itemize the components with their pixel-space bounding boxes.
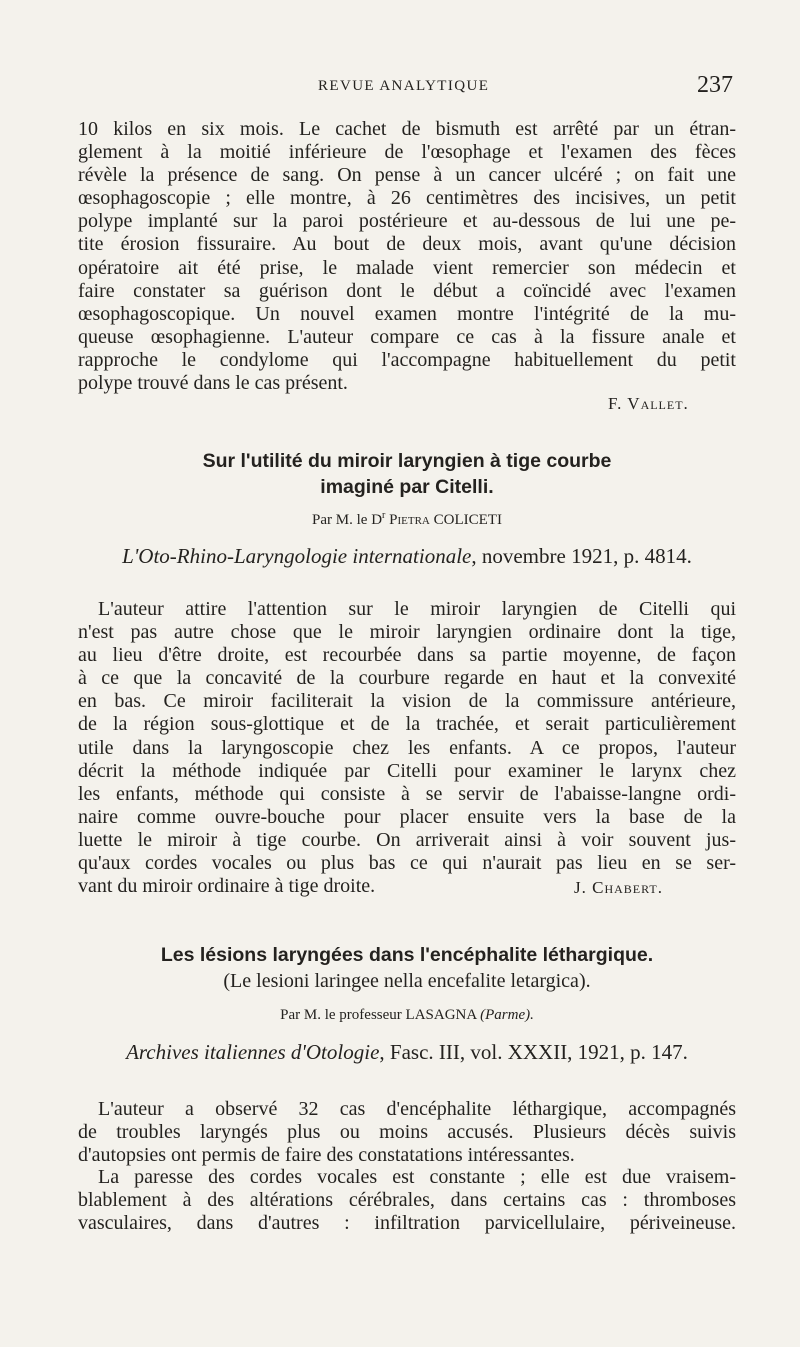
article3-journal	[78, 1040, 736, 1065]
text-line: tite érosion fissuraire. Au bout de deux mois, avant qu'une décision	[78, 233, 736, 256]
author-sup: r	[382, 510, 386, 521]
text-line: L'auteur a observé 32 cas d'encéphalite léthargique, accompagnés	[98, 1098, 736, 1120]
text-line: glement à la moitié inférieure de l'œsophage et l'examen des fèces	[78, 141, 736, 164]
text-line: vant du miroir ordinaire à tige droite.	[78, 875, 376, 898]
article2-title	[78, 448, 736, 500]
text-line: L'auteur attire l'attention sur le miroir laryngien de Citelli qui	[98, 598, 736, 620]
text-line: au lieu d'être droite, est recourbée dans sa partie moyenne, de façon	[78, 644, 736, 667]
article3-paragraph-1	[78, 1098, 736, 1167]
text-line: de troubles laryngés plus ou moins accusés. Plusieurs décès suivis	[78, 1121, 736, 1144]
text-line: 10 kilos en six mois. Le cachet de bismuth est arrêté par un étran-	[78, 118, 736, 140]
text-line: La paresse des cordes vocales est constante ; elle est due vraisem-	[98, 1166, 736, 1188]
text-line: polype trouvé dans le cas présent.	[78, 372, 348, 395]
text-line: naire comme ouvre-bouche pour placer ensuite vers la base de la	[78, 805, 736, 828]
running-head: REVUE ANALYTIQUE	[318, 78, 490, 94]
journal-name: L'Oto-Rhino-Laryngologie internationale	[122, 544, 472, 568]
text-line: vasculaires, dans d'autres : infiltration parvicellulaire, périveineuse.	[78, 1212, 736, 1235]
author-last-name: COLICETI	[433, 512, 502, 528]
text-line: utile dans la laryngoscopie chez les enfants. A ce propos, l'auteur	[78, 736, 736, 759]
text-line: les enfants, méthode qui consiste à se servir de l'abaisse-langne ordi-	[78, 782, 736, 805]
text-line: queuse œsophagienne. L'auteur compare ce cas à la fissure anale et	[78, 325, 736, 348]
author-city: (Parme).	[480, 1007, 534, 1023]
page-number: 237	[697, 72, 733, 98]
article1-signature: F. Vallet.	[608, 394, 689, 413]
journal-details: , Fasc. III, vol. XXXII, 1921, p. 147.	[379, 1040, 688, 1064]
author-first-name: Pietra	[389, 512, 430, 528]
text-line: œsophagoscopie ; elle montre, à 26 centimètres des incisives, un petit	[78, 187, 736, 210]
text-line: de la région sous-glottique et de la trachée, et serait particulièrement	[78, 713, 736, 736]
article3-subtitle: (Le lesioni laringee nella encefalite letargica).	[223, 970, 591, 992]
journal-details: , novembre 1921, p. 4814.	[471, 544, 692, 568]
text-line: œsophagoscopique. Un nouvel examen montre l'intégrité de la mu-	[78, 302, 736, 325]
article2-body	[78, 598, 736, 898]
text-line: polype implanté sur la paroi postérieure et au-dessous de lui une pe-	[78, 210, 736, 233]
author-name: LASAGNA	[405, 1007, 477, 1023]
author-prefix: Par M. le D	[312, 512, 383, 528]
text-line: blablement à des altérations cérébrales, dans certains cas : thromboses	[78, 1189, 736, 1212]
text-line: qu'aux cordes vocales ou plus bas ce qui n'aurait pas lieu en se ser-	[78, 852, 736, 875]
text-line: faire constater sa guérison dont le début a coïncidé avec l'examen	[78, 279, 736, 302]
title-line: Sur l'utilité du miroir laryngien à tige courbe	[202, 450, 612, 472]
text-line: luette le miroir à tige courbe. On arriverait ainsi à voir souvent jus-	[78, 828, 736, 851]
article2-author	[78, 510, 736, 529]
article2-journal	[78, 544, 736, 569]
journal-name: Archives italiennes d'Otologie	[126, 1040, 380, 1064]
article1-body	[78, 118, 736, 395]
text-line: opératoire ait été prise, le malade vient remercier son médecin et	[78, 256, 736, 279]
title-line: imaginé par Citelli.	[320, 476, 494, 498]
text-line: décrit la méthode indiquée par Citelli pour examiner le larynx chez	[78, 759, 736, 782]
text-line: à ce que la concavité de la courbure regarde en haut et la convexité	[78, 667, 736, 690]
article2-signature: J. Chabert.	[574, 878, 663, 897]
article3-title: Les lésions laryngées dans l'encéphalite léthargique.	[160, 944, 654, 966]
text-line: révèle la présence de sang. On pense à un cancer ulcéré ; on fait une	[78, 164, 736, 187]
author-prefix: Par M. le professeur	[280, 1007, 402, 1023]
text-line: en bas. Ce miroir faciliterait la vision de la commissure antérieure,	[78, 690, 736, 713]
text-line: rapproche le condylome qui l'accompagne habituellement du petit	[78, 348, 736, 371]
text-line: n'est pas autre chose que le miroir laryngien ordinaire dont la tige,	[78, 621, 736, 644]
article3-paragraph-2	[78, 1166, 736, 1235]
article3-author	[78, 1007, 736, 1024]
text-line: d'autopsies ont permis de faire des constatations intéressantes.	[78, 1144, 575, 1167]
